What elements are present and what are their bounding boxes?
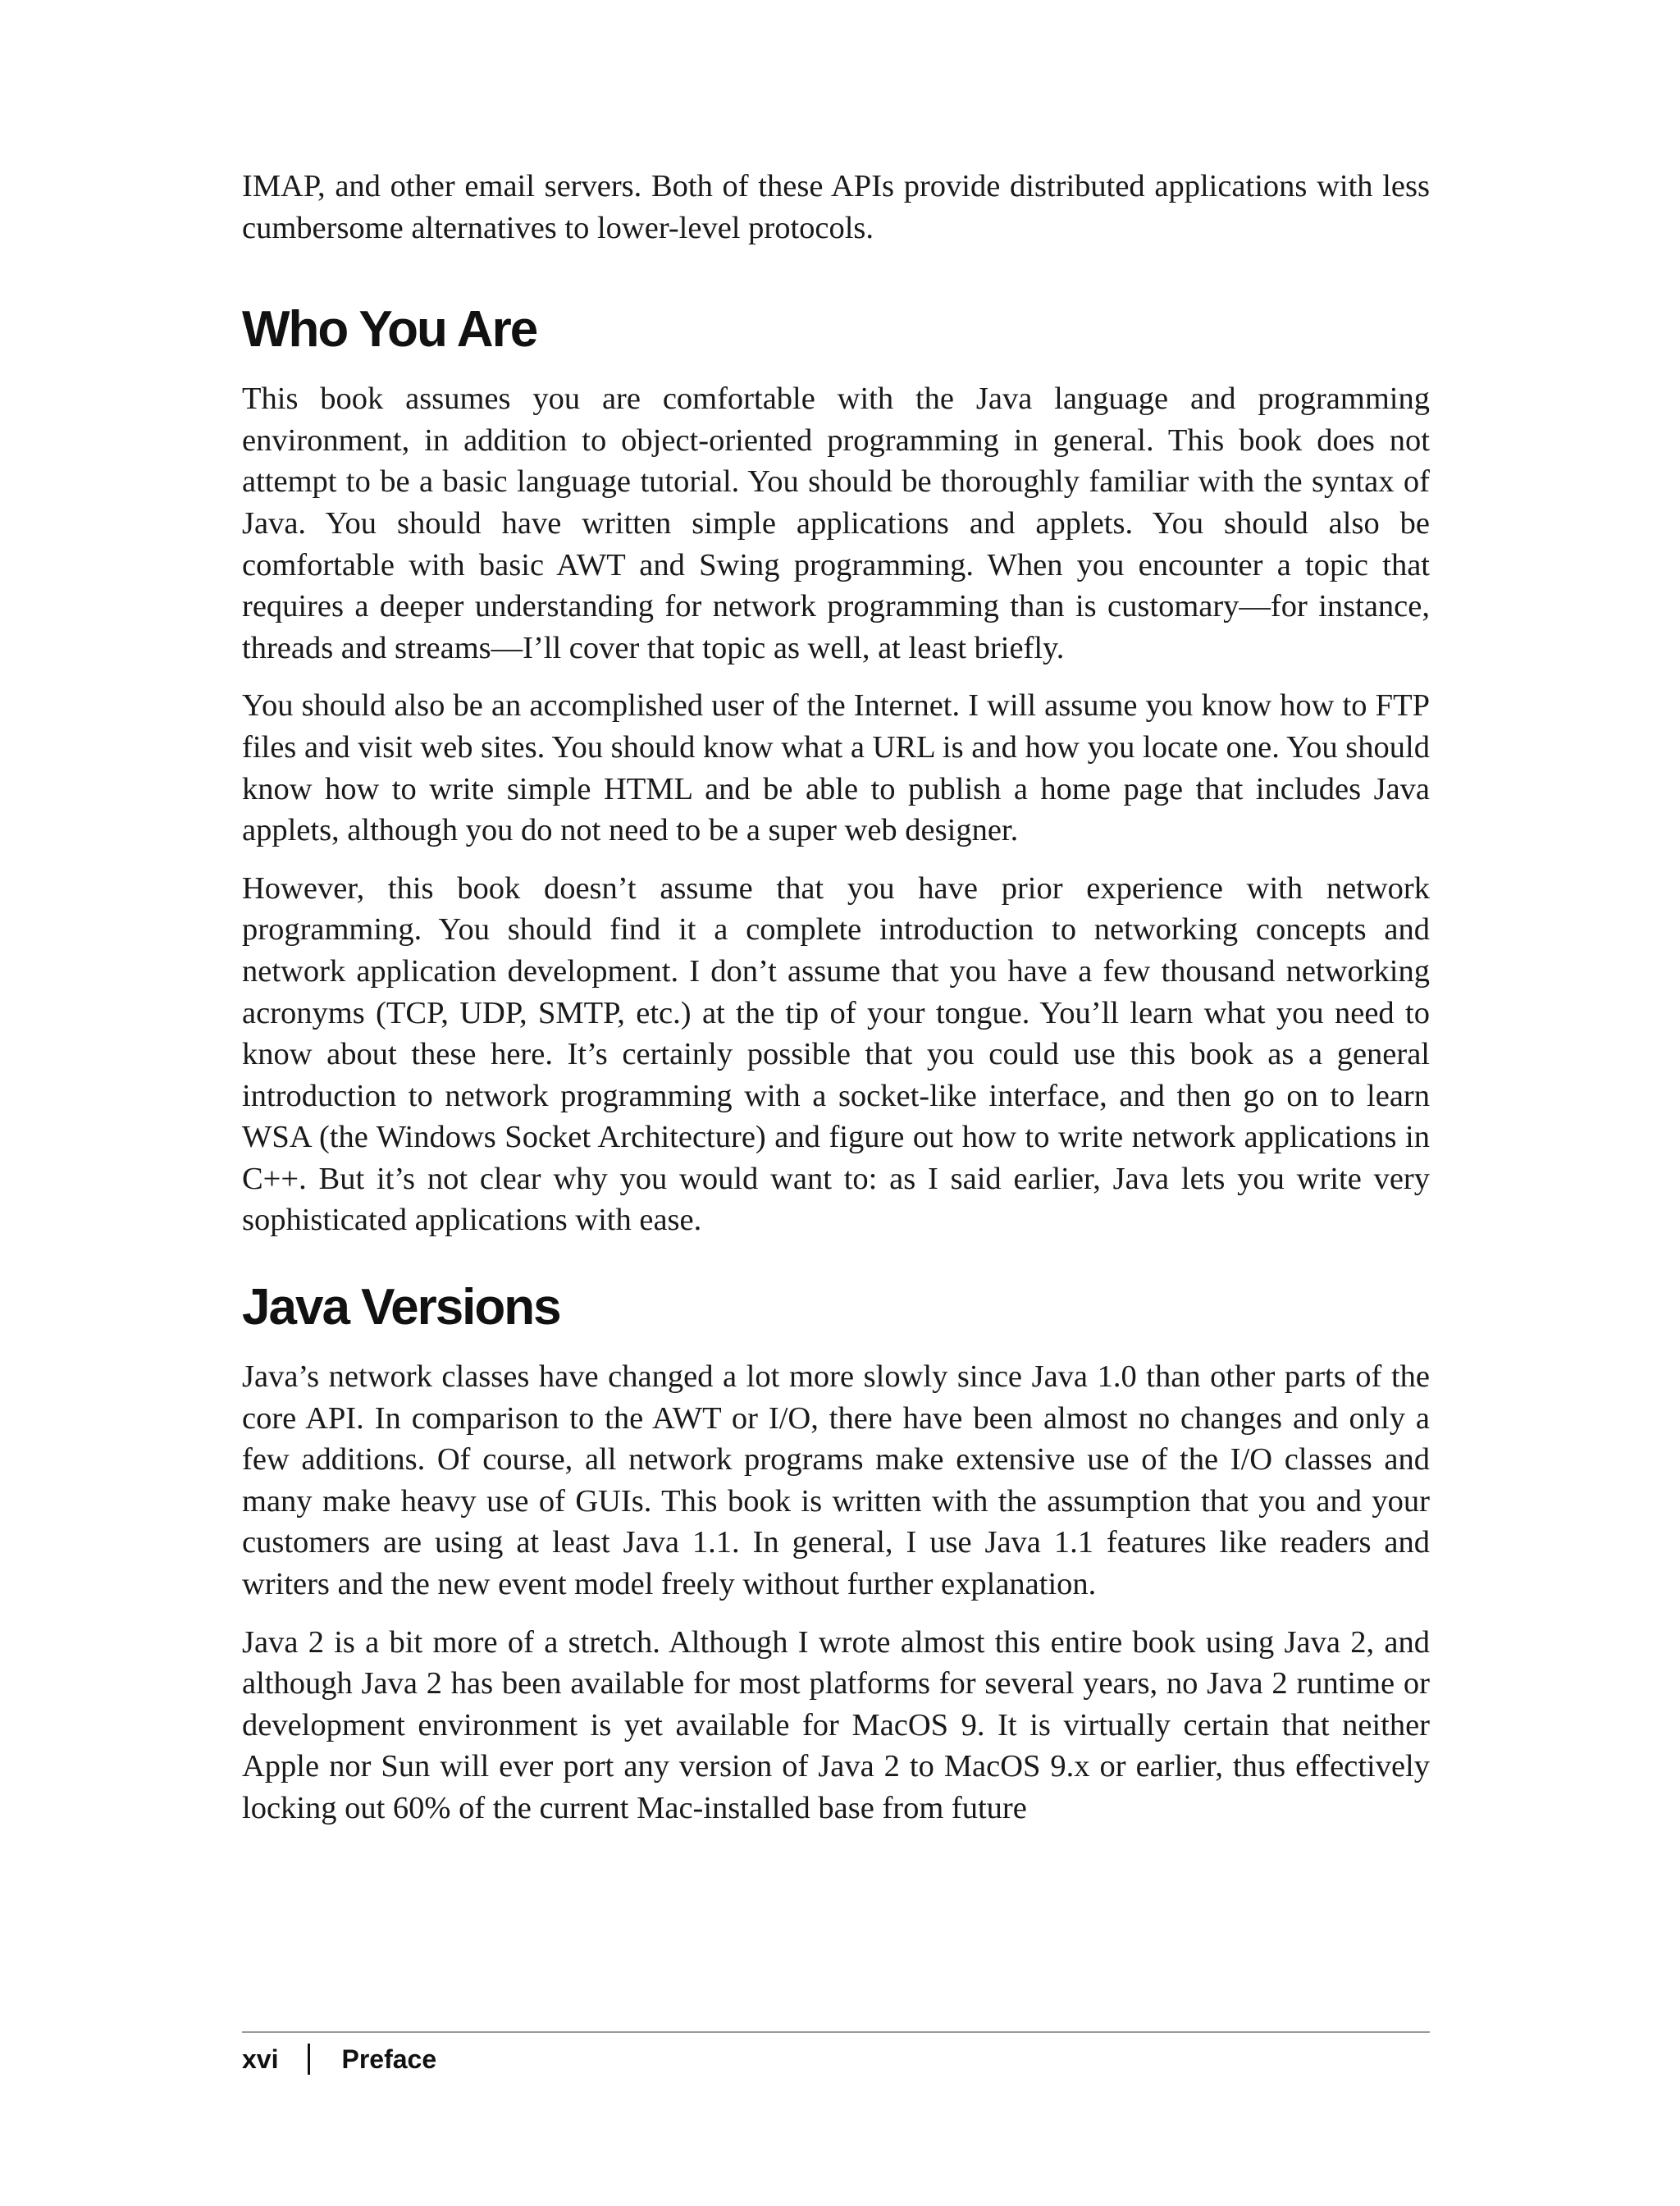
intro-paragraph: IMAP, and other email servers. Both of these APIs provide distributed applications with less cumbersome alternatives to lower-level protocols. bbox=[242, 169, 1430, 245]
java-versions-paragraph-2: Java 2 is a bit more of a stretch. Although I wrote almost this entire book using Java 2, and although Java 2 has been available for most platforms for several years, no Java 2 runtime or development environment is yet available for MacOS 9. It is virtually certain that neither Apple nor Sun will ever port any version of Java 2 to MacOS 9.x or earlier, thus effectively locking out 60% of the current Mac-installed base from future bbox=[242, 1624, 1430, 1825]
page-footer bbox=[242, 2043, 436, 2076]
running-section-title: Preface bbox=[341, 2044, 437, 2074]
footer-divider bbox=[242, 2031, 1430, 2033]
who-you-are-paragraph-3: However, this book doesn’t assume that you have prior experience with network programming. You should find it a complete introduction to networking concepts and network application development. I don’t assume that you have a few thousand networking acronyms (TCP, UDP, SMTP, etc.) at the tip of your tongue. You’ll learn what you need to know about these here. It’s certainly possible that you could use this book as a general introduction to network programming with a socket-like interface, and then go on to learn WSA (the Windows Socket Architecture) and figure out how to write network applications in C++. But it’s not clear why you would want to: as I said earlier, Java lets you write very sophisticated applications with ease. bbox=[242, 870, 1430, 1238]
who-you-are-paragraph-1: This book assumes you are comfortable with the Java language and programming environment, in addition to object-oriented programming in general. This book does not attempt to be a basic language tutorial. You should be thoroughly familiar with the syntax of Java. You should have written simple applications and applets. You should also be comfortable with basic AWT and Swing programming. When you encounter a topic that requires a deeper understanding for network programming than is customary—for instance, threads and streams—I’ll cover that topic as well, at least briefly. bbox=[242, 381, 1430, 665]
page-body bbox=[242, 166, 1430, 1846]
page-number: xvi bbox=[242, 2044, 279, 2074]
who-you-are-paragraph-2: You should also be an accomplished user of the Internet. I will assume you know how to FTP files and visit web sites. You should know what a URL is and how you locate one. You should know how to write simple HTML and be able to publish a home page that includes Java applets, although you do not need to be a super web designer. bbox=[242, 688, 1430, 848]
section-heading-who-you-are: Who You Are bbox=[242, 301, 537, 359]
footer-separator bbox=[308, 2044, 310, 2075]
java-versions-paragraph-1: Java’s network classes have changed a lot more slowly since Java 1.0 than other parts of the core API. In comparison to the AWT or I/O, there have been almost no changes and only a few additions. Of course, all network programs make extensive use of the I/O classes and many make heavy use of GUIs. This book is written with the assumption that you and your customers are using at least Java 1.1. In general, I use Java 1.1 features like readers and writers and the new event model freely without further explanation. bbox=[242, 1359, 1430, 1602]
section-heading-java-versions: Java Versions bbox=[242, 1279, 560, 1336]
